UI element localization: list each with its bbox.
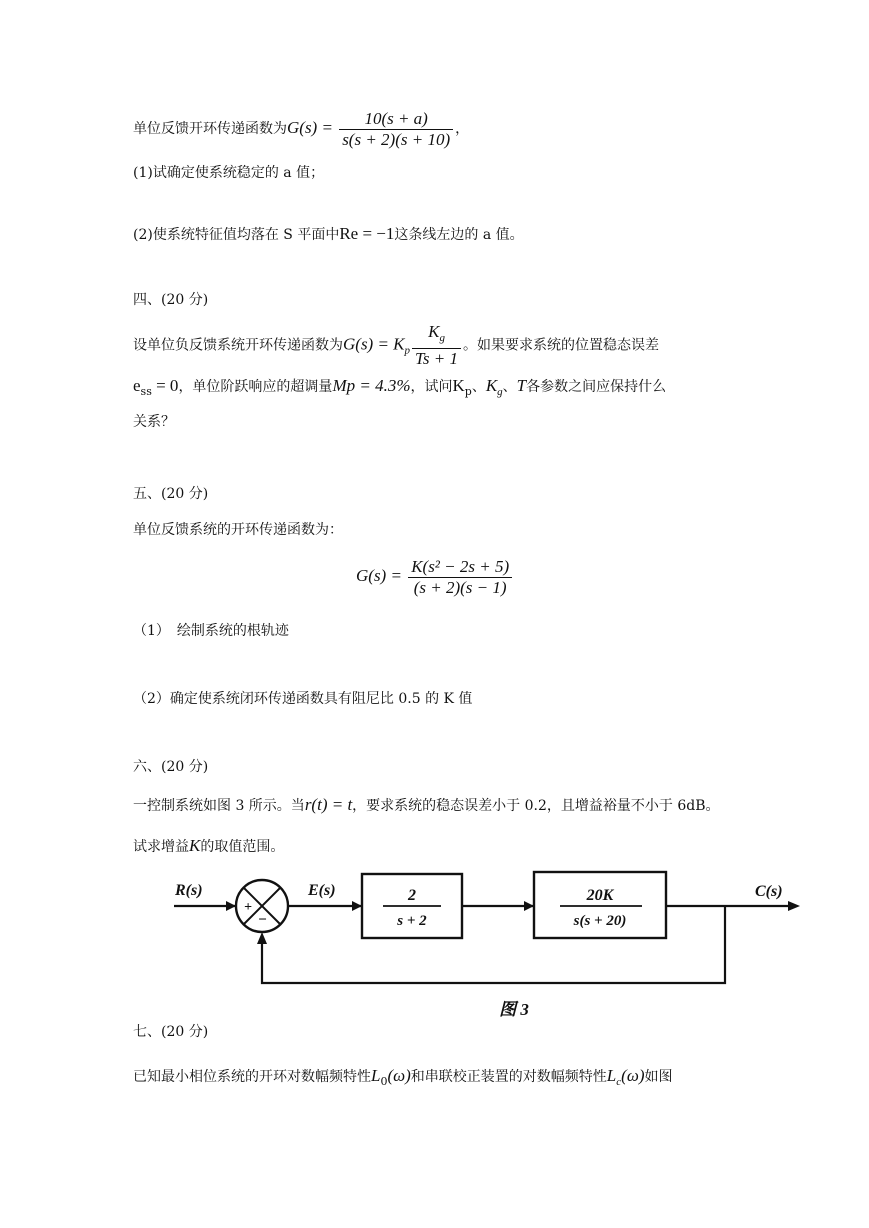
q4-kp-param-sub: p (464, 385, 472, 398)
block-2-numerator: 20K (586, 887, 614, 904)
q4-line2-text-a: ，单位阶跃响应的超调量 (178, 379, 333, 395)
q4-t-param: T (516, 376, 527, 395)
q4-line1-text-a: 设单位负反馈系统开环传递函数为 (133, 337, 343, 354)
q4-overshoot: Mp = 4.3% (332, 376, 411, 395)
q7-l0-symbol: L (371, 1066, 381, 1085)
q6-input-signal: r(t) = t (304, 795, 353, 814)
block-2-denominator: s(s + 20) (573, 913, 627, 929)
block-1-denominator: s + 2 (397, 913, 427, 929)
error-arrowhead (352, 901, 362, 911)
q4-line1 (133, 322, 659, 371)
q4-sep2: 、 (502, 379, 517, 395)
q5-part1: （1） 绘制系统的根轨迹 (133, 623, 289, 639)
q4-line2 (133, 376, 666, 402)
q7-lc-arg: (ω) (621, 1066, 645, 1085)
q3-part1: (1)试确定使系统稳定的 a 值； (133, 165, 325, 181)
output-arrowhead (788, 901, 800, 911)
q6-line1-text-b: ，要求系统的稳态误差小于 0.2，且增益裕量不小于 6dB。 (352, 798, 720, 814)
q5-denominator: (s + 2)(s − 1) (408, 577, 512, 598)
q7-l0-subscript: 0 (380, 1075, 388, 1088)
q3-part2-text-a: (2)使系统特征值均落在 S 平面中 (133, 227, 340, 243)
q5-equation (356, 556, 514, 598)
q4-ess-value: = 0 (151, 376, 179, 395)
q4-transfer-fraction (412, 322, 461, 369)
q4-kg-param: K (485, 376, 498, 395)
q7-line1-text-b: 和串联校正装置的对数幅频特性 (410, 1069, 607, 1085)
error-label: E(s) (308, 882, 336, 899)
q3-comma: ， (455, 121, 470, 137)
q5-transfer-fraction (408, 557, 512, 598)
q3-intro-line (133, 108, 469, 150)
q3-part2-text-b: 这条线左边的 a 值。 (394, 227, 524, 243)
q7-lc-subscript: c (616, 1076, 622, 1088)
q6-line1-text-a: 一控制系统如图 3 所示。当 (133, 798, 305, 814)
q6-heading: 六、(20 分) (133, 759, 209, 775)
input-label: R(s) (175, 882, 203, 899)
q4-kp-param: K (452, 376, 465, 395)
feedback-arrowhead (257, 932, 267, 944)
q3-intro-text: 单位反馈开环传递函数为 (133, 121, 287, 137)
q4-kg-param-sub: g (497, 386, 503, 398)
q4-ess-symbol: e (133, 376, 141, 395)
q6-line2-text-a: 试求增益 (133, 839, 189, 855)
q4-line3: 关系？ (133, 414, 175, 430)
block-diagram (0, 860, 869, 1025)
input-arrowhead (226, 901, 236, 911)
q3-transfer-denominator: s(s + 2)(s + 10) (339, 129, 453, 150)
q3-part2 (133, 224, 524, 245)
q6-line2 (133, 836, 284, 857)
q7-line1 (133, 1066, 672, 1092)
q5-numerator: K(s² − 2s + 5) (411, 556, 510, 576)
q3-transfer-numerator: 10(s + a) (364, 108, 428, 128)
feedback-line (262, 906, 725, 983)
q3-transfer-fraction (339, 109, 453, 150)
q4-fraction-denominator: Ts + 1 (412, 348, 461, 369)
q4-kp-subscript: p (404, 344, 411, 357)
q4-fraction-numerator (412, 322, 461, 348)
q4-kg-symbol: K (428, 322, 440, 341)
q4-ess-subscript: ss (140, 385, 152, 398)
q6-gain-symbol: K (189, 836, 201, 855)
figure-caption: 图 3 (499, 1000, 529, 1019)
q7-l0-arg: (ω) (387, 1066, 411, 1085)
q5-intro: 单位反馈系统的开环传递函数为： (133, 522, 343, 538)
q4-heading: 四、(20 分) (133, 292, 209, 308)
q3-transfer-lhs: G(s) = (287, 118, 338, 137)
q4-line2-text-c: 各参数之间应保持什么 (526, 379, 667, 395)
q5-transfer-lhs: G(s) = (356, 566, 407, 585)
plus-sign: + (244, 900, 252, 915)
q5-part2: （2）确定使系统闭环传递函数具有阻尼比 0.5 的 K 值 (133, 691, 473, 707)
block-1-numerator: 2 (408, 887, 416, 904)
output-label: C(s) (755, 883, 783, 900)
q4-line2-text-b: ，试问 (410, 379, 453, 395)
q4-transfer-lhs: G(s) = K (343, 334, 405, 354)
q7-lc-symbol: L (606, 1066, 617, 1085)
q6-line1 (133, 795, 720, 816)
q7-heading: 七、(20 分) (133, 1024, 209, 1040)
q6-line2-text-b: 的取值范围。 (200, 839, 285, 855)
q3-part2-math: Re = −1 (339, 224, 395, 243)
q4-kg-subscript: g (439, 332, 445, 344)
q4-sep1: 、 (471, 379, 486, 395)
q4-line1-text-b: 。如果要求系统的位置稳态误差 (463, 337, 660, 354)
minus-sign: − (258, 912, 268, 928)
forward-arrowhead (524, 901, 534, 911)
q7-line1-text-c: 如图 (644, 1069, 673, 1085)
q7-line1-text-a: 已知最小相位系统的开环对数幅频特性 (133, 1069, 371, 1085)
q5-heading: 五、(20 分) (133, 486, 209, 502)
